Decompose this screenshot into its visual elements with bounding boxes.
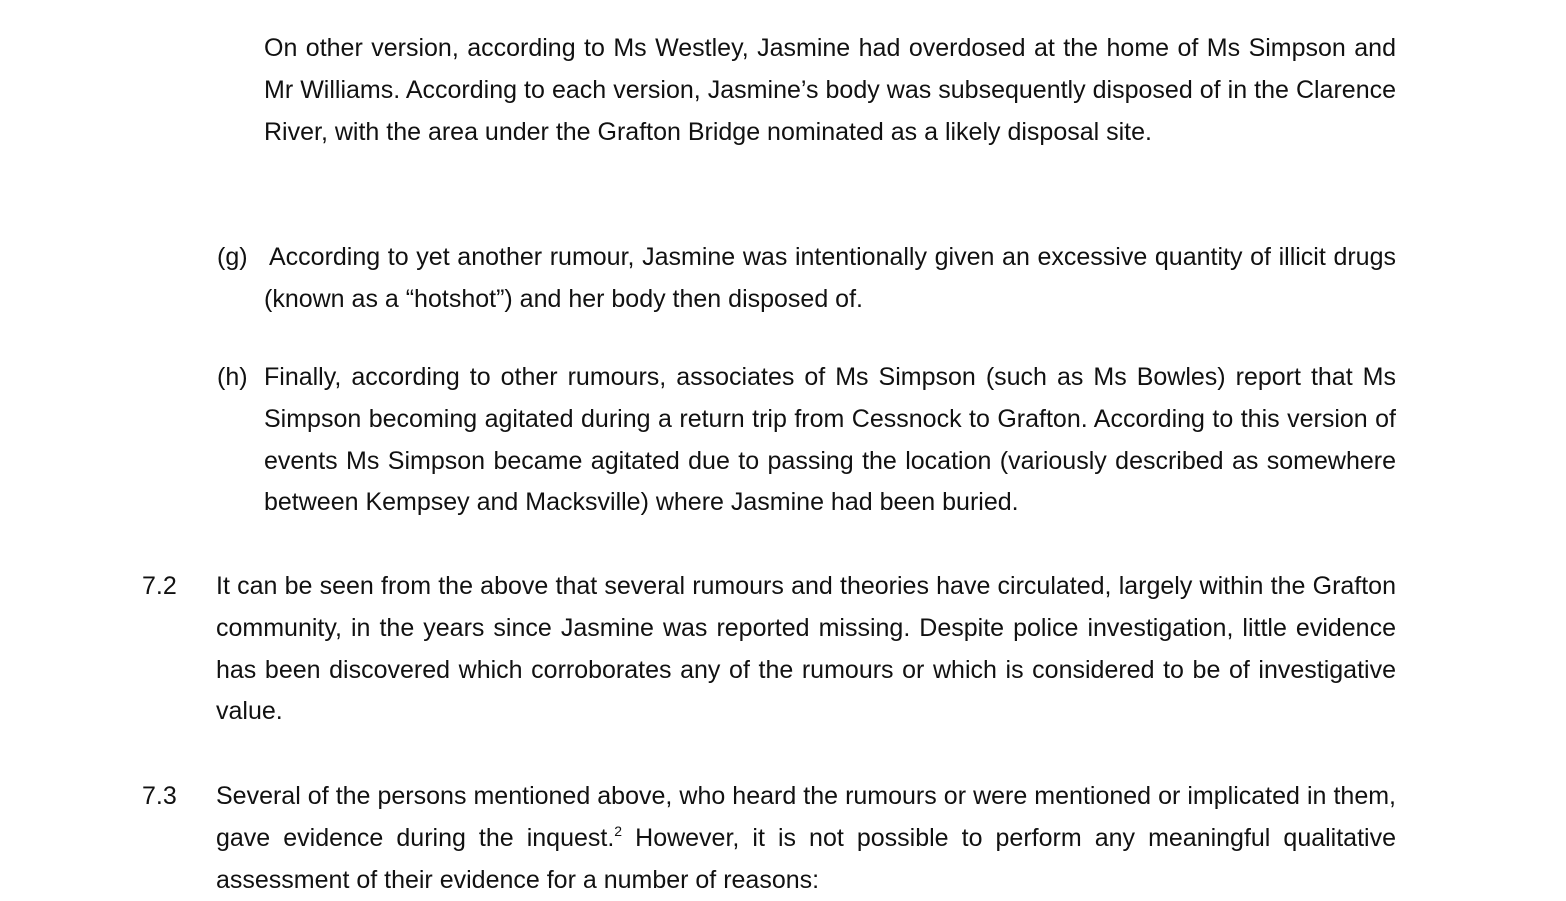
item-g-text: According to yet another rumour, Jasmine was intentionally given an excessive quantity of illicit drugs (known as a “hotshot”) and her body then disposed of. xyxy=(264,243,1396,313)
footnote-reference[interactable]: 2 xyxy=(614,822,623,839)
item-h-text: Finally, according to other rumours, associates of Ms Simpson (such as Ms Bowles) report that Ms Simpson becoming agitated during a return trip from Cessnock to Grafton. According to this version of events Ms Simpson became agitated due to passing the location (variously described as somewhere between Kempsey and Macksville) where Jasmine had been buried. xyxy=(264,363,1396,517)
paragraph-7-3-text xyxy=(216,776,1396,901)
item-g-label: (g) xyxy=(217,243,248,271)
paragraph-7-2-text: It can be seen from the above that several rumours and theories have circulated, largely within the Grafton community, in the years since Jasmine was reported missing. Despite police investigation, little evidence has been discovered which corroborates any of the rumours or which is considered to be of investigative value. xyxy=(216,572,1396,726)
paragraph-number-7-2: 7.2 xyxy=(142,572,177,600)
paragraph-7-3-text-part2: However, it is not possible to perform any meaningful qualitative assessment of their evidence for a number of reasons: xyxy=(216,823,1396,894)
paragraph-number-7-3: 7.3 xyxy=(142,782,177,810)
continued-paragraph: On other version, according to Ms Westley, Jasmine had overdosed at the home of Ms Simpson and Mr Williams. According to each version, Jasmine’s body was subsequently disposed of in the Clarence River, with the area under the Grafton Bridge nominated as a likely disposal site. xyxy=(264,34,1396,146)
item-h-label: (h) xyxy=(217,363,248,391)
paragraph-7-3-text-part1: Several of the persons mentioned above, who heard the rumours or were mentioned or implicated in them, gave evidence during the inquest. xyxy=(216,782,1396,852)
